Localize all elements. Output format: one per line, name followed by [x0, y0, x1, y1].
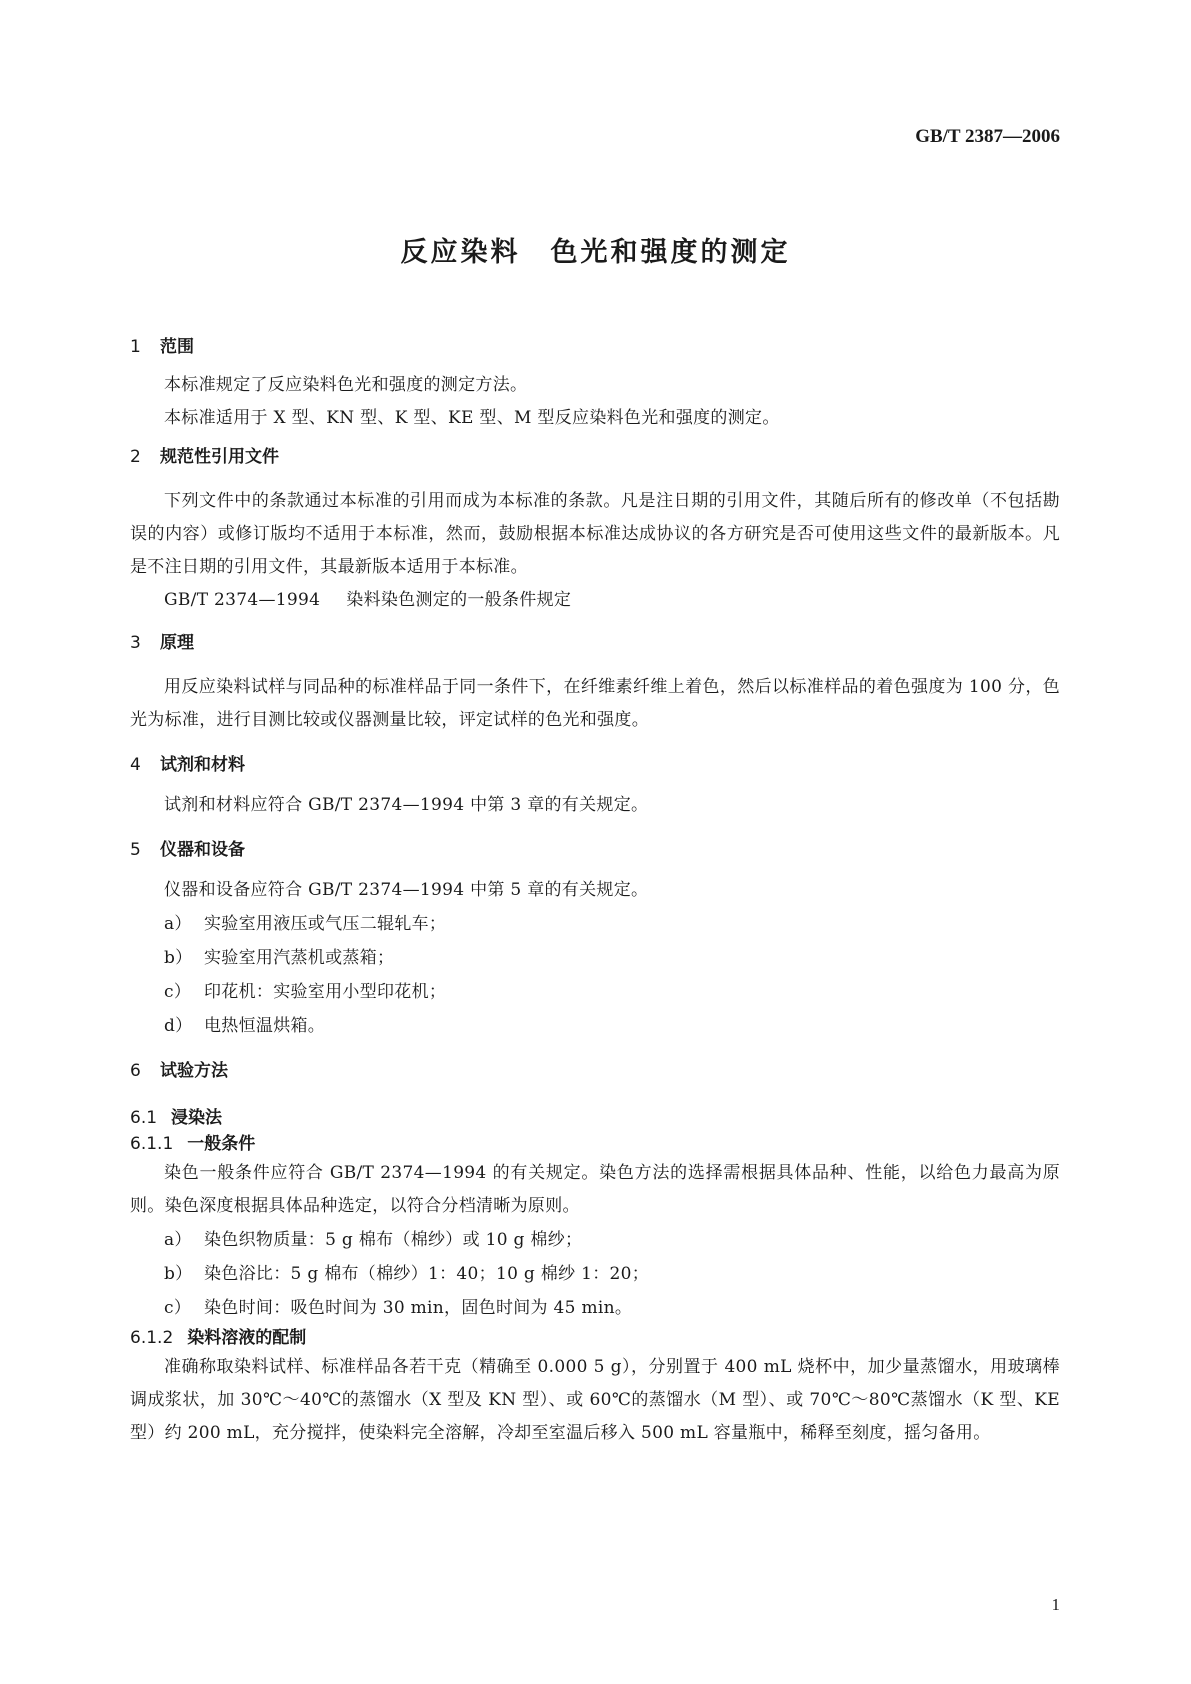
paragraph: 用反应染料试样与同品种的标准样品于同一条件下，在纤维素纤维上着色，然后以标准样品的着色强度为 100 分，色光为标准，进行目测比较或仪器测量比较，评定试样的色光和强度。	[130, 677, 1060, 730]
list-item	[130, 941, 1060, 975]
list-item	[130, 1257, 1060, 1291]
paragraph: 下列文件中的条款通过本标准的引用而成为本标准的条款。凡是注日期的引用文件，其随后所有的修改单（不包括勘误的内容）或修订版均不适用于本标准，然而，鼓励根据本标准达成协议的各方研究是否可使用这些文件的最新版本。凡是不注日期的引用文件，其最新版本适用于本标准。	[130, 491, 1060, 577]
section-number: 1	[130, 337, 141, 357]
paragraph: 染色一般条件应符合 GB/T 2374—1994 的有关规定。染色方法的选择需根据具体品种、性能，以给色力最高为原则。染色深度根据具体品种选定，以符合分档清晰为原则。	[130, 1163, 1060, 1216]
list-text: 染色织物质量：5 g 棉布（棉纱）或 10 g 棉纱；	[204, 1230, 583, 1250]
list-text: 印花机：实验室用小型印花机；	[204, 982, 447, 1002]
paragraph: 仪器和设备应符合 GB/T 2374—1994 中第 5 章的有关规定。	[164, 880, 649, 900]
list-text: 实验室用汽蒸机或蒸箱；	[204, 948, 395, 968]
list-item	[130, 1009, 1060, 1043]
section-title: 规范性引用文件	[160, 447, 279, 467]
list-text: 实验室用液压或气压二辊轧车；	[204, 914, 447, 934]
subsection-number: 6.1	[130, 1108, 158, 1128]
list-item	[130, 1291, 1060, 1325]
section-title: 仪器和设备	[160, 840, 245, 860]
list-item	[130, 1223, 1060, 1257]
section-heading-principle	[130, 631, 1060, 655]
section-heading-reagents	[130, 753, 1060, 777]
list-text: 染色时间：吸色时间为 30 min，固色时间为 45 min。	[204, 1298, 633, 1318]
subsection-heading-general-conditions	[130, 1131, 1060, 1157]
subsection-title: 一般条件	[187, 1134, 256, 1154]
section-number: 5	[130, 840, 141, 860]
paragraph: 准确称取染料试样、标准样品各若干克（精确至 0.000 5 g），分别置于 400 mL 烧杯中，加少量蒸馏水，用玻璃棒调成浆状，加 30℃～40℃的蒸馏水（X 型及 KN 型）、或 60℃的蒸馏水（M 型）、或 70℃～80℃蒸馏水（K 型、KE 型）约 200 mL，充分搅拌，使染料完全溶解，冷却至室温后移入 500 mL 容量瓶中，稀释至刻度，摇匀备用。	[130, 1357, 1060, 1443]
reference-code: GB/T 2374—1994	[164, 590, 321, 610]
list-text: 染色浴比：5 g 棉布（棉纱）1：40；10 g 棉纱 1：20；	[204, 1264, 650, 1284]
subsection-heading-exhaust-dyeing	[130, 1105, 1060, 1131]
list-item	[130, 975, 1060, 1009]
list-text: 电热恒温烘箱。	[204, 1016, 326, 1036]
paragraph: 试剂和材料应符合 GB/T 2374—1994 中第 3 章的有关规定。	[164, 795, 649, 815]
list-label: a）	[164, 1230, 192, 1250]
page-number: 1	[1051, 1595, 1060, 1614]
standard-number: GB/T 2387—2006	[915, 126, 1060, 147]
section-heading-normative-references	[130, 445, 1060, 469]
section-heading-apparatus	[130, 838, 1060, 862]
subsection-title: 浸染法	[171, 1108, 223, 1128]
section-title: 范围	[160, 337, 194, 357]
paragraph: 本标准规定了反应染料色光和强度的测定方法。	[164, 375, 528, 395]
list-label: c）	[164, 1298, 192, 1318]
section-number: 4	[130, 755, 141, 775]
reference-entry	[130, 584, 1060, 617]
section-heading-scope	[130, 335, 1060, 359]
subsection-number: 6.1.1	[130, 1134, 174, 1154]
subsection-number: 6.1.2	[130, 1328, 174, 1348]
section-number: 6	[130, 1061, 141, 1081]
subsection-heading-dye-solution	[130, 1325, 1060, 1351]
list-label: d）	[164, 1016, 193, 1036]
paragraph: 本标准适用于 X 型、KN 型、K 型、KE 型、M 型反应染料色光和强度的测定。	[164, 408, 780, 428]
reference-title: 染料染色测定的一般条件规定	[346, 590, 572, 610]
section-heading-test-methods	[130, 1059, 1060, 1083]
section-number: 3	[130, 633, 141, 653]
section-title: 试验方法	[160, 1061, 228, 1081]
list-label: b）	[164, 948, 193, 968]
subsection-title: 染料溶液的配制	[187, 1328, 307, 1348]
document-body	[130, 335, 1060, 1450]
section-number: 2	[130, 447, 141, 467]
list-label: b）	[164, 1264, 193, 1284]
page-title: 反应染料 色光和强度的测定	[400, 237, 791, 268]
section-title: 原理	[160, 633, 194, 653]
section-title: 试剂和材料	[160, 755, 245, 775]
list-item	[130, 907, 1060, 941]
list-label: a）	[164, 914, 192, 934]
list-label: c）	[164, 982, 192, 1002]
